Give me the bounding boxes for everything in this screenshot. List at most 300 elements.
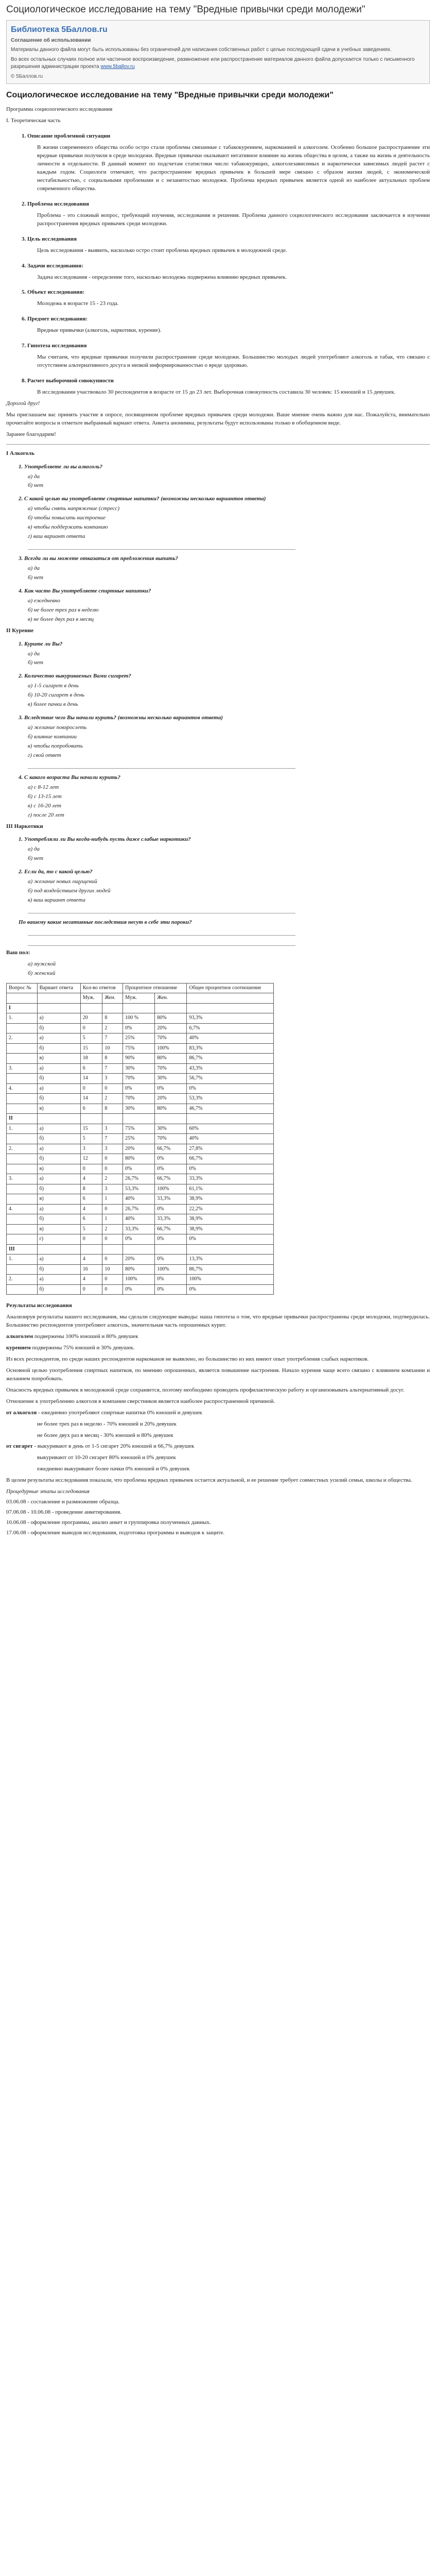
section-text-4: Задача исследования - определение того, насколько молодежь подвержена влиянию вредных привычек.	[37, 274, 287, 280]
table-cell: 0	[102, 1083, 123, 1094]
table-cell: в)	[37, 1224, 80, 1234]
table-cell: б)	[37, 1094, 80, 1104]
table-cell: 25%	[123, 1134, 155, 1144]
table-cell: 0%	[187, 1234, 274, 1245]
table-cell	[7, 1154, 38, 1164]
section-text-7: Мы считаем, что вредные привычки получили распространение среди молодежи. Большинство молодых людей употребляют алкоголь и табак, что связано с отсутствием альтернативного досуга и низкой информированностью о вреде здоровью.	[37, 354, 430, 369]
table-cell: 14	[80, 1074, 102, 1084]
table-cell	[7, 1264, 38, 1275]
table-cell: 100%	[155, 1264, 187, 1275]
table-cell: 3	[102, 1144, 123, 1154]
table-cell: 4	[80, 1255, 102, 1265]
table-cell: 33,3%	[155, 1194, 187, 1205]
table-cell: б)	[37, 1023, 80, 1033]
table-header-cell: Процентное отношение	[123, 983, 187, 993]
table-cell: б)	[37, 1284, 80, 1295]
table-cell: 0	[80, 1284, 102, 1295]
table-cell: 3	[80, 1144, 102, 1154]
table-cell: 66,7%	[155, 1144, 187, 1154]
table-cell: б)	[37, 1214, 80, 1225]
table-cell: 7	[102, 1063, 123, 1074]
table-cell: 53,3%	[187, 1094, 274, 1104]
answer-blank-line	[28, 906, 295, 913]
results-title: Результаты исследования	[6, 1302, 72, 1309]
table-cell: а)	[37, 1204, 80, 1214]
table-cell: 0%	[187, 1164, 274, 1174]
table-cell: 86,7%	[187, 1054, 274, 1064]
table-row	[7, 1164, 274, 1174]
table-cell	[7, 1023, 38, 1033]
section-title-7: 7. Гипотеза исследования	[22, 343, 87, 349]
table-cell: 0%	[123, 1023, 155, 1033]
table-cell: 80%	[155, 1104, 187, 1114]
table-row	[7, 1013, 274, 1024]
table-cell	[123, 1114, 155, 1124]
table-cell: 38,9%	[187, 1224, 274, 1234]
table-cell: 2	[102, 1224, 123, 1234]
table-cell: 3.	[7, 1063, 38, 1074]
question-7-option-c: в) чтобы попробовать	[28, 742, 83, 749]
table-cell: 0	[80, 1234, 102, 1245]
section-title-4: 4. Задачи исследования:	[22, 262, 83, 269]
question-8: 4. С какого возраста Вы начали курить?	[19, 774, 120, 781]
table-cell	[37, 1244, 80, 1255]
table-cell: 80%	[155, 1054, 187, 1064]
table-cell: 4	[80, 1204, 102, 1214]
table-row	[7, 1284, 274, 1295]
notice-text-2-body: Во всех остальных случаях полное или частичное воспроизведение, размножение или распространение материалов данного файла допускается только с письменного разрешения администрации проекта	[11, 56, 415, 70]
table-cell: 70%	[155, 1063, 187, 1074]
results-value: подвержены 75% юношей и 30% девушек.	[32, 1345, 135, 1351]
table-cell: 8	[102, 1013, 123, 1024]
results-text-1: Анализируя результаты нашего исследования, мы сделали следующие выводы: наша гипотеза о том, что вредные привычки распространены среди молодежи, подтвердилась. Большинство респондентов употребляют алкоголь, значительная часть опрошенных курит.	[6, 1314, 430, 1329]
table-row	[7, 1234, 274, 1245]
table-cell: 33,3%	[123, 1224, 155, 1234]
results-text-10: не более двух раз в месяц - 30% юношей и 80% девушек	[37, 1432, 173, 1438]
answer-blank-line	[28, 543, 295, 550]
table-cell: 30%	[155, 1124, 187, 1134]
question-4-option-b: б) не более трех раз в неделю	[28, 606, 99, 613]
intro-text: Мы приглашаем вас принять участие в опросе, посвященном проблеме вредных привычек среди молодежи. Ваше мнение очень важно для нас. Пожалуйста, внимательно прочитайте вопросы и отметьте выбранный вариант ответа. Анкета анонимна, результаты будут использованы только в обобщенном виде.	[6, 411, 430, 426]
table-cell: 100 %	[123, 1013, 155, 1024]
table-cell: 86,7%	[187, 1264, 274, 1275]
notice-text-1: Материалы данного файла могут быть использованы без ограничений для написания собственных работ с целью последующей сдачи в учебных заведениях.	[11, 47, 392, 53]
table-cell: 0%	[155, 1164, 187, 1174]
table-cell	[80, 1003, 102, 1013]
table-row	[7, 1275, 274, 1285]
question-6-option-a: а) 1-5 сигарет в день	[28, 683, 79, 689]
table-cell: 0%	[155, 1275, 187, 1285]
table-cell: 4	[80, 1174, 102, 1184]
table-cell	[123, 1244, 155, 1255]
table-row	[7, 1264, 274, 1275]
table-cell: 80%	[123, 1264, 155, 1275]
table-cell: 20%	[155, 1023, 187, 1033]
timeline-title: Процедурные этапы исследования	[6, 1488, 90, 1495]
table-cell: 43,3%	[187, 1063, 274, 1074]
question-1-option-a: а) да	[28, 473, 40, 480]
question-7-option-a: а) желание повзрослеть	[28, 724, 87, 731]
question-9: 1. Употребляли ли Вы когда-нибудь пусть даже слабые наркотики?	[19, 836, 191, 843]
table-cell: 2.	[7, 1033, 38, 1044]
table-cell: 0%	[123, 1083, 155, 1094]
table-cell: г)	[37, 1234, 80, 1245]
table-cell: 6	[80, 1063, 102, 1074]
table-cell: 1	[102, 1214, 123, 1225]
question-2-option-d: г) ваш вариант ответа	[28, 533, 85, 540]
greeting: Дорогой друг!	[6, 400, 40, 406]
table-cell: 40%	[187, 1033, 274, 1044]
table-cell: 7	[102, 1134, 123, 1144]
table-cell: 5	[80, 1134, 102, 1144]
table-cell: 26,7%	[123, 1204, 155, 1214]
table-cell: 46,7%	[187, 1104, 274, 1114]
table-cell: 53,3%	[123, 1184, 155, 1194]
table-cell	[7, 1194, 38, 1205]
table-cell: 5	[80, 1033, 102, 1044]
question-4: 4. Как часто Вы употребляете спиртные напитки?	[19, 587, 151, 594]
divider	[6, 444, 430, 445]
table-cell: 33,3%	[187, 1174, 274, 1184]
question-2: 2. С какой целью вы употребляете спиртные напитки? (возможны несколько вариантов ответа)	[19, 496, 266, 502]
table-cell: 75%	[123, 1043, 155, 1054]
table-cell: 0	[80, 1083, 102, 1094]
results-text-2	[6, 1333, 430, 1341]
table-cell: 25%	[123, 1033, 155, 1044]
table-row	[7, 1204, 274, 1214]
table-cell	[7, 1104, 38, 1114]
table-cell: 60%	[187, 1124, 274, 1134]
table-subheader-cell	[7, 993, 38, 1004]
results-text-12: выкуривают от 10-20 сигарет 80% юношей и 0% девушек	[37, 1454, 176, 1461]
table-cell: 6	[80, 1194, 102, 1205]
table-cell: 18	[80, 1054, 102, 1064]
table-cell: 4	[80, 1275, 102, 1285]
answer-blank-line	[28, 928, 295, 936]
question-2-option-c: в) чтобы поддержать компанию	[28, 524, 108, 531]
table-cell: 15	[80, 1124, 102, 1134]
table-cell: 100%	[155, 1184, 187, 1194]
question-8-option-c: в) с 16-20 лет	[28, 802, 61, 809]
question-4-option-a: а) ежедневно	[28, 597, 60, 604]
table-cell	[123, 1003, 155, 1013]
table-cell	[7, 1214, 38, 1225]
table-subheader-cell: Жен.	[155, 993, 187, 1004]
table-cell: 15	[80, 1043, 102, 1054]
table-row	[7, 1134, 274, 1144]
table-cell: 93,3%	[187, 1013, 274, 1024]
table-cell: 2	[102, 1174, 123, 1184]
question-2-option-b: б) чтобы повысить настроение	[28, 515, 106, 521]
table-cell: 0%	[155, 1284, 187, 1295]
results-text-11	[6, 1443, 430, 1451]
table-row	[7, 1244, 274, 1255]
table-row	[7, 1063, 274, 1074]
table-cell: 0	[102, 1284, 123, 1295]
question-8-option-d: г) после 20 лет	[28, 811, 64, 818]
table-cell: в)	[37, 1104, 80, 1114]
table-subheader-cell: Жен.	[102, 993, 123, 1004]
question-9-option-b: б) нет	[28, 855, 44, 862]
table-row	[7, 1144, 274, 1154]
table-cell	[102, 1114, 123, 1124]
results-value: - выкуривают в день от 1-5 сигарет 20% юношей и 66,7% девушек	[34, 1443, 195, 1450]
table-cell: б)	[37, 1264, 80, 1275]
table-cell: а)	[37, 1255, 80, 1265]
table-cell: 2.	[7, 1144, 38, 1154]
table-cell: 30%	[155, 1074, 187, 1084]
timeline	[6, 1488, 430, 1537]
table-cell	[37, 1003, 80, 1013]
question-2-option-a: а) чтобы снять напряжение (стресс)	[28, 505, 119, 512]
table-cell: 0%	[155, 1154, 187, 1164]
table-cell: 1	[102, 1194, 123, 1205]
table-cell: 20%	[123, 1144, 155, 1154]
table-cell: 6,7%	[187, 1023, 274, 1033]
table-cell: 100%	[155, 1043, 187, 1054]
table-cell	[155, 1114, 187, 1124]
table-cell: 16	[80, 1264, 102, 1275]
thanks-text: Заранее благодарим!	[6, 431, 56, 437]
table-cell: 7	[102, 1033, 123, 1044]
question-7-option-b: б) влияние компании	[28, 734, 77, 740]
table-row	[7, 1043, 274, 1054]
question-7-option-d: г) свой ответ	[28, 752, 61, 758]
section-title-6: 6. Предмет исследования:	[22, 316, 88, 323]
table-row	[7, 1124, 274, 1134]
library-brand: Библиотека 5Баллов.ru	[11, 25, 108, 34]
table-cell: 12	[80, 1154, 102, 1164]
results-text-6: Опасность вредных привычек в молодежной среде сохраняется, поэтому необходимо проводить профилактическую работу и организовывать альтернативный досуг.	[6, 1386, 405, 1393]
table-header-cell: Вопрос №	[7, 983, 38, 993]
results-text-3	[6, 1344, 430, 1352]
table-cell: II	[7, 1114, 38, 1124]
table-cell	[7, 1184, 38, 1194]
table-cell: 40%	[123, 1214, 155, 1225]
table-cell: 6	[80, 1104, 102, 1114]
results-text-4: Из всех респондентов, по среди наших респондентов наркоманов не выявлено, но большинство из них имеют опыт употребления слабых наркотиков.	[6, 1355, 369, 1362]
table-cell: а)	[37, 1124, 80, 1134]
table-header-row	[7, 983, 274, 993]
table-cell	[102, 1244, 123, 1255]
table-cell: 3.	[7, 1174, 38, 1184]
sex-question: Ваш пол:	[6, 949, 30, 956]
question-10-option-a: а) желание новых ощущений	[28, 878, 97, 885]
table-cell: 13,3%	[187, 1255, 274, 1265]
table-cell: в)	[37, 1054, 80, 1064]
table-cell: 0%	[187, 1083, 274, 1094]
table-cell: 0%	[187, 1284, 274, 1295]
table-header-cell: Вариант ответа	[37, 983, 80, 993]
table-cell: а)	[37, 1144, 80, 1154]
question-5-option-a: а) да	[28, 650, 40, 657]
page-title: Социологическое исследование на тему "Вредные привычки среди молодежи"	[6, 4, 365, 15]
table-cell	[102, 1003, 123, 1013]
table-cell: 22,2%	[187, 1204, 274, 1214]
table-cell: 1.	[7, 1124, 38, 1134]
table-row	[7, 1174, 274, 1184]
table-cell: 27,8%	[187, 1144, 274, 1154]
table-cell: 8	[102, 1104, 123, 1114]
table-cell: 66,7%	[155, 1174, 187, 1184]
table-cell: 0	[102, 1234, 123, 1245]
question-6-option-c: в) более пачки в день	[28, 701, 78, 708]
table-cell: а)	[37, 1275, 80, 1285]
results-value: - ежедневно употребляют спиртные напитки 0% юношей и девушек	[38, 1409, 202, 1416]
table-cell: III	[7, 1244, 38, 1255]
table-cell: 0	[80, 1023, 102, 1033]
table-row	[7, 1104, 274, 1114]
table-cell: 0	[102, 1255, 123, 1265]
section-text-2: Проблема - это сложный вопрос, требующий изучения, исследования и решения. Проблема данного социологического исследования заключается в изучении распространения вредных привычек среди молодежи.	[37, 212, 430, 227]
table-cell: 2	[102, 1023, 123, 1033]
results-label: курением	[6, 1345, 31, 1351]
site-link[interactable]: www.5ballov.ru	[100, 64, 135, 70]
table-cell: а)	[37, 1033, 80, 1044]
table-cell: 70%	[155, 1033, 187, 1044]
results-text-5: Основной целью употребления спиртных напитков, по мнению опрошенных, является повышение настроения. Начало курения чаще всего связано с влиянием компании и желанием попробовать.	[6, 1367, 430, 1382]
table-cell: а)	[37, 1083, 80, 1094]
table-cell: I	[7, 1003, 38, 1013]
results-table	[6, 983, 274, 1295]
table-subheader-cell	[37, 993, 80, 1004]
table-cell: в)	[37, 1164, 80, 1174]
table-cell	[7, 1134, 38, 1144]
section-text-5: Молодежь в возрасте 15 - 23 года.	[37, 300, 119, 307]
question-8-option-a: а) с 8-12 лет	[28, 784, 59, 790]
results-text-8	[6, 1409, 430, 1417]
table-cell: 0%	[155, 1255, 187, 1265]
table-cell: 70%	[123, 1094, 155, 1104]
table-subheader-row	[7, 993, 274, 1004]
table-cell	[7, 1224, 38, 1234]
table-cell: 2.	[7, 1275, 38, 1285]
table-row	[7, 1074, 274, 1084]
table-cell	[187, 1003, 274, 1013]
table-cell	[7, 1043, 38, 1054]
table-cell: 100%	[187, 1275, 274, 1285]
notice-text-2	[11, 56, 425, 71]
results-label: от сигарет	[6, 1443, 33, 1450]
part-title: I. Теоретическая часть	[6, 117, 61, 124]
table-row	[7, 1184, 274, 1194]
table-cell: 0	[102, 1154, 123, 1164]
table-cell: 33,3%	[155, 1214, 187, 1225]
table-cell: б)	[37, 1154, 80, 1164]
question-6-option-b: б) 10-20 сигарет в день	[28, 692, 85, 699]
survey-block-smoking: II Курение	[6, 627, 34, 634]
table-cell: 38,9%	[187, 1214, 274, 1225]
table-cell: 61,1%	[187, 1184, 274, 1194]
table-row	[7, 1054, 274, 1064]
table-cell: 30%	[123, 1063, 155, 1074]
table-cell: в)	[37, 1194, 80, 1205]
table-cell: 2	[102, 1094, 123, 1104]
section-title-1: 1. Описание проблемной ситуации	[22, 133, 111, 140]
table-cell	[80, 1114, 102, 1124]
table-body	[7, 1003, 274, 1295]
main-heading: Социологическое исследование на тему "Вредные привычки среди молодежи"	[6, 91, 334, 100]
section-title-2: 2. Проблема исследования	[22, 200, 89, 207]
table-cell: 70%	[123, 1074, 155, 1084]
table-cell: 66,7%	[187, 1154, 274, 1164]
table-cell: 38,9%	[187, 1194, 274, 1205]
table-cell: 0%	[155, 1204, 187, 1214]
question-8-option-b: б) с 13-15 лет	[28, 793, 62, 800]
table-cell	[155, 1003, 187, 1013]
results-text-9: не более трех раз в неделю - 70% юношей и 20% девушек	[37, 1420, 177, 1427]
results-text-13: ежедневно выкуривают более пачки 0% юношей и 0% девушек	[37, 1466, 190, 1472]
table-header-cell: Кол-во ответов	[80, 983, 123, 993]
section-title-3: 3. Цель исследования	[22, 235, 77, 242]
table-cell: 3	[102, 1124, 123, 1134]
table-cell	[7, 1164, 38, 1174]
table-cell: 75%	[123, 1124, 155, 1134]
table-cell	[155, 1244, 187, 1255]
table-cell: 0	[102, 1204, 123, 1214]
table-cell: 20%	[123, 1255, 155, 1265]
table-row	[7, 1083, 274, 1094]
table-cell: 90%	[123, 1054, 155, 1064]
notice-footnote: © 5Баллов.ru	[11, 73, 43, 79]
answer-blank-line	[28, 939, 295, 946]
question-5: 1. Курите ли Вы?	[19, 640, 63, 647]
table-cell: б)	[37, 1043, 80, 1054]
table-cell: 80%	[155, 1013, 187, 1024]
table-cell: а)	[37, 1174, 80, 1184]
section-text-8: В исследовании участвовало 30 респондентов в возрасте от 15 до 23 лет. Выборочная совокупность составила 30 человек: 15 юношей и 15 девушек.	[37, 388, 396, 395]
table-row	[7, 1255, 274, 1265]
table-cell: 66,7%	[155, 1224, 187, 1234]
table-cell: а)	[37, 1013, 80, 1024]
table-cell: б)	[37, 1134, 80, 1144]
table-row	[7, 1003, 274, 1013]
answer-blank-line	[28, 761, 295, 769]
table-subheader-cell: Муж.	[80, 993, 102, 1004]
table-cell: 6	[80, 1214, 102, 1225]
table-cell	[187, 1244, 274, 1255]
question-3-option-b: б) нет	[28, 574, 44, 581]
table-cell	[7, 1234, 38, 1245]
table-cell: 4.	[7, 1204, 38, 1214]
table-cell: 0%	[123, 1164, 155, 1174]
section-text-1: В жизни современного общества особо остро стали проблемы связанные с табакокурением, наркоманией и алкоголем. Особенно большое распространение эти вредные привычки получили в среде молодежи. Вредные привычки оказывают негативное влияние на жизнь общества в целом, а также на жизнь и деятельность личности в отдельности. В данный момент по подсчетам статистики число табакокурящих, алкоголезависимых и наркотически зависимых людей растет с каждым годом. Социологи отмечают, что распространение вредных привычек в большей мере связано с образом жизни людей, с экономической нестабильностью, с социальными проблемами и с незанятостью молодежи. Проблема вредных привычек является одной из наиболее актуальных проблем современного общества.	[37, 144, 430, 192]
table-row	[7, 1114, 274, 1124]
table-row	[7, 1094, 274, 1104]
license-notice	[6, 20, 430, 84]
table-row	[7, 1023, 274, 1033]
table-cell	[80, 1244, 102, 1255]
results-value: подвержены 100% юношей и 80% девушек	[34, 1333, 138, 1340]
timeline-item: 07.06.08 - 10.06.08 - проведение анкетирования.	[6, 1509, 121, 1516]
question-6: 2. Количество выкуриваемых Вами сигарет?	[19, 673, 131, 680]
table-cell: 0	[80, 1164, 102, 1174]
question-3-option-a: а) да	[28, 565, 40, 572]
table-cell	[7, 1074, 38, 1084]
table-cell	[7, 1054, 38, 1064]
table-cell: 3	[102, 1184, 123, 1194]
table-cell: б)	[37, 1184, 80, 1194]
question-5-option-b: б) нет	[28, 659, 44, 666]
results-text-7: Отношение к употреблению алкоголя в компании сверстников является наиболее распространенной причиной.	[6, 1398, 275, 1404]
table-cell: а)	[37, 1063, 80, 1074]
table-cell: 26,7%	[123, 1174, 155, 1184]
table-cell: 4.	[7, 1083, 38, 1094]
table-cell: 83,3%	[187, 1043, 274, 1054]
timeline-item: 17.06.08 - оформление выводов исследования, подготовка программы и выводов к защите.	[6, 1529, 224, 1536]
table-cell: 56,7%	[187, 1074, 274, 1084]
results-label: алкоголем	[6, 1333, 33, 1340]
